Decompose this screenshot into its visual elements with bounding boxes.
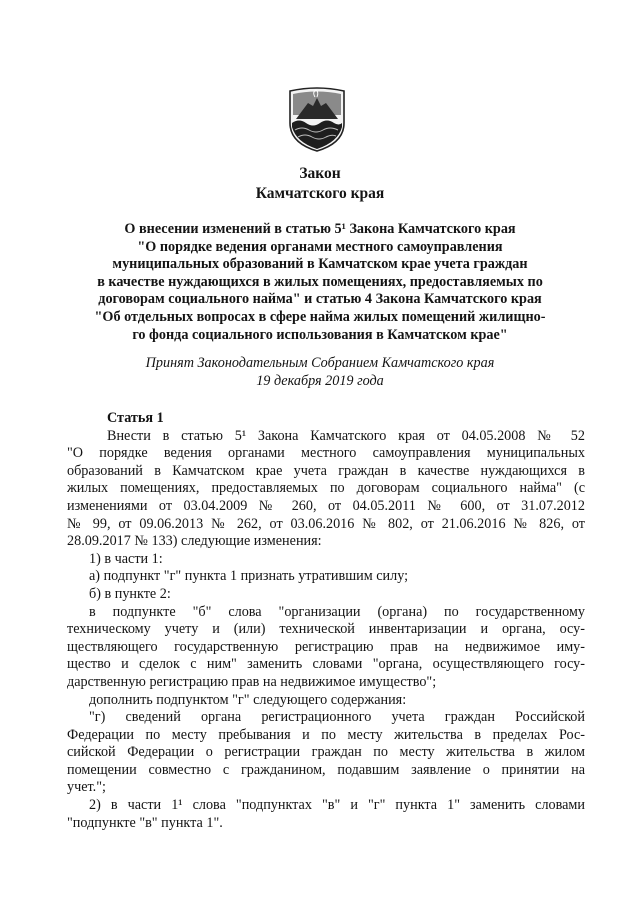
body-line: сийской Федерации о регистрации граждан по месту жительства в жилом bbox=[67, 744, 585, 761]
subject-line: в качестве нуждающихся в жилых помещениях, предоставляемых по bbox=[97, 273, 543, 290]
body-line: ществляющего государственную регистрацию прав на недвижимое иму- bbox=[67, 638, 585, 655]
body-line: 28.09.2017 № 133) следующие изменения: bbox=[67, 533, 322, 550]
subject-line: го фонда социального использования в Камчатском крае" bbox=[132, 326, 508, 343]
body-line: техническому учету и (или) технической инвентаризации и органа, осу- bbox=[67, 621, 585, 638]
body-line: помещении совместно с гражданином, подавшим заявление о принятии на bbox=[67, 761, 585, 778]
body-line: а) подпункт "г" пункта 1 признать утратившим силу; bbox=[89, 568, 409, 585]
body-line: "О порядке ведения органами местного самоуправления муниципальных bbox=[67, 445, 585, 462]
body-line: дополнить подпунктом "г" следующего содержания: bbox=[89, 691, 407, 708]
region-heading: Камчатского края bbox=[255, 185, 385, 202]
subject-line: муниципальных образований в Камчатском крае учета граждан bbox=[112, 256, 528, 273]
subject-line: "Об отдельных вопросах в сфере найма жилых помещений жилищно- bbox=[94, 308, 546, 325]
body-line: б) в пункте 2: bbox=[89, 585, 171, 602]
body-line: 2) в части 1¹ слова "подпунктах "в" и "г" пункта 1" заменить словами bbox=[89, 797, 585, 814]
subject-line: договорам социального найма" и статью 4 Закона Камчатского края bbox=[98, 291, 542, 308]
body-line: жилых помещениях, предоставляемых по договорам социального найма" (с bbox=[67, 480, 585, 497]
law-heading: Закон bbox=[299, 165, 341, 182]
law-subject bbox=[90, 221, 550, 344]
body-line: Внести в статью 5¹ Закона Камчатского края от 04.05.2008 № 52 bbox=[107, 427, 585, 444]
body-line: "г) сведений органа регистрационного учета граждан Российской bbox=[89, 709, 585, 726]
body-line: в подпункте "б" слова "организации (органа) по государственному bbox=[89, 603, 585, 620]
body-line: "подпункте "в" пункта 1". bbox=[67, 814, 223, 831]
subject-line: "О порядке ведения органами местного самоуправления bbox=[137, 238, 503, 255]
body-line: щество и сделок с ним" заменить словами "органа, осуществляющего госу- bbox=[67, 656, 585, 673]
body-line: дарственную регистрацию прав на недвижимое имущество"; bbox=[67, 673, 437, 690]
body-line: № 99, от 09.06.2013 № 262, от 03.06.2016 № 802, от 21.06.2016 № 826, от bbox=[67, 515, 585, 532]
adoption-note bbox=[100, 355, 540, 390]
article-heading: Статья 1 bbox=[107, 410, 164, 426]
article-body bbox=[67, 410, 585, 832]
body-line: образований в Камчатском крае учета граждан в качестве нуждающихся в bbox=[67, 462, 585, 479]
body-line: Федерации по месту пребывания и по месту жительства в пределах Рос- bbox=[67, 726, 585, 743]
adoption-line: Принят Законодательным Собранием Камчатского края bbox=[145, 355, 495, 371]
subject-line-text: О внесении изменений в статью 5¹ Закона Камчатского края bbox=[124, 221, 516, 237]
adoption-date: 19 декабря 2019 года bbox=[256, 372, 384, 389]
subject-line bbox=[90, 221, 550, 239]
body-line: изменениями от 03.04.2009 № 260, от 04.05.2011 № 600, от 31.07.2012 bbox=[67, 497, 585, 514]
body-line: 1) в части 1: bbox=[89, 550, 163, 567]
body-line: учет."; bbox=[67, 779, 106, 796]
coat-of-arms-icon bbox=[286, 85, 348, 153]
